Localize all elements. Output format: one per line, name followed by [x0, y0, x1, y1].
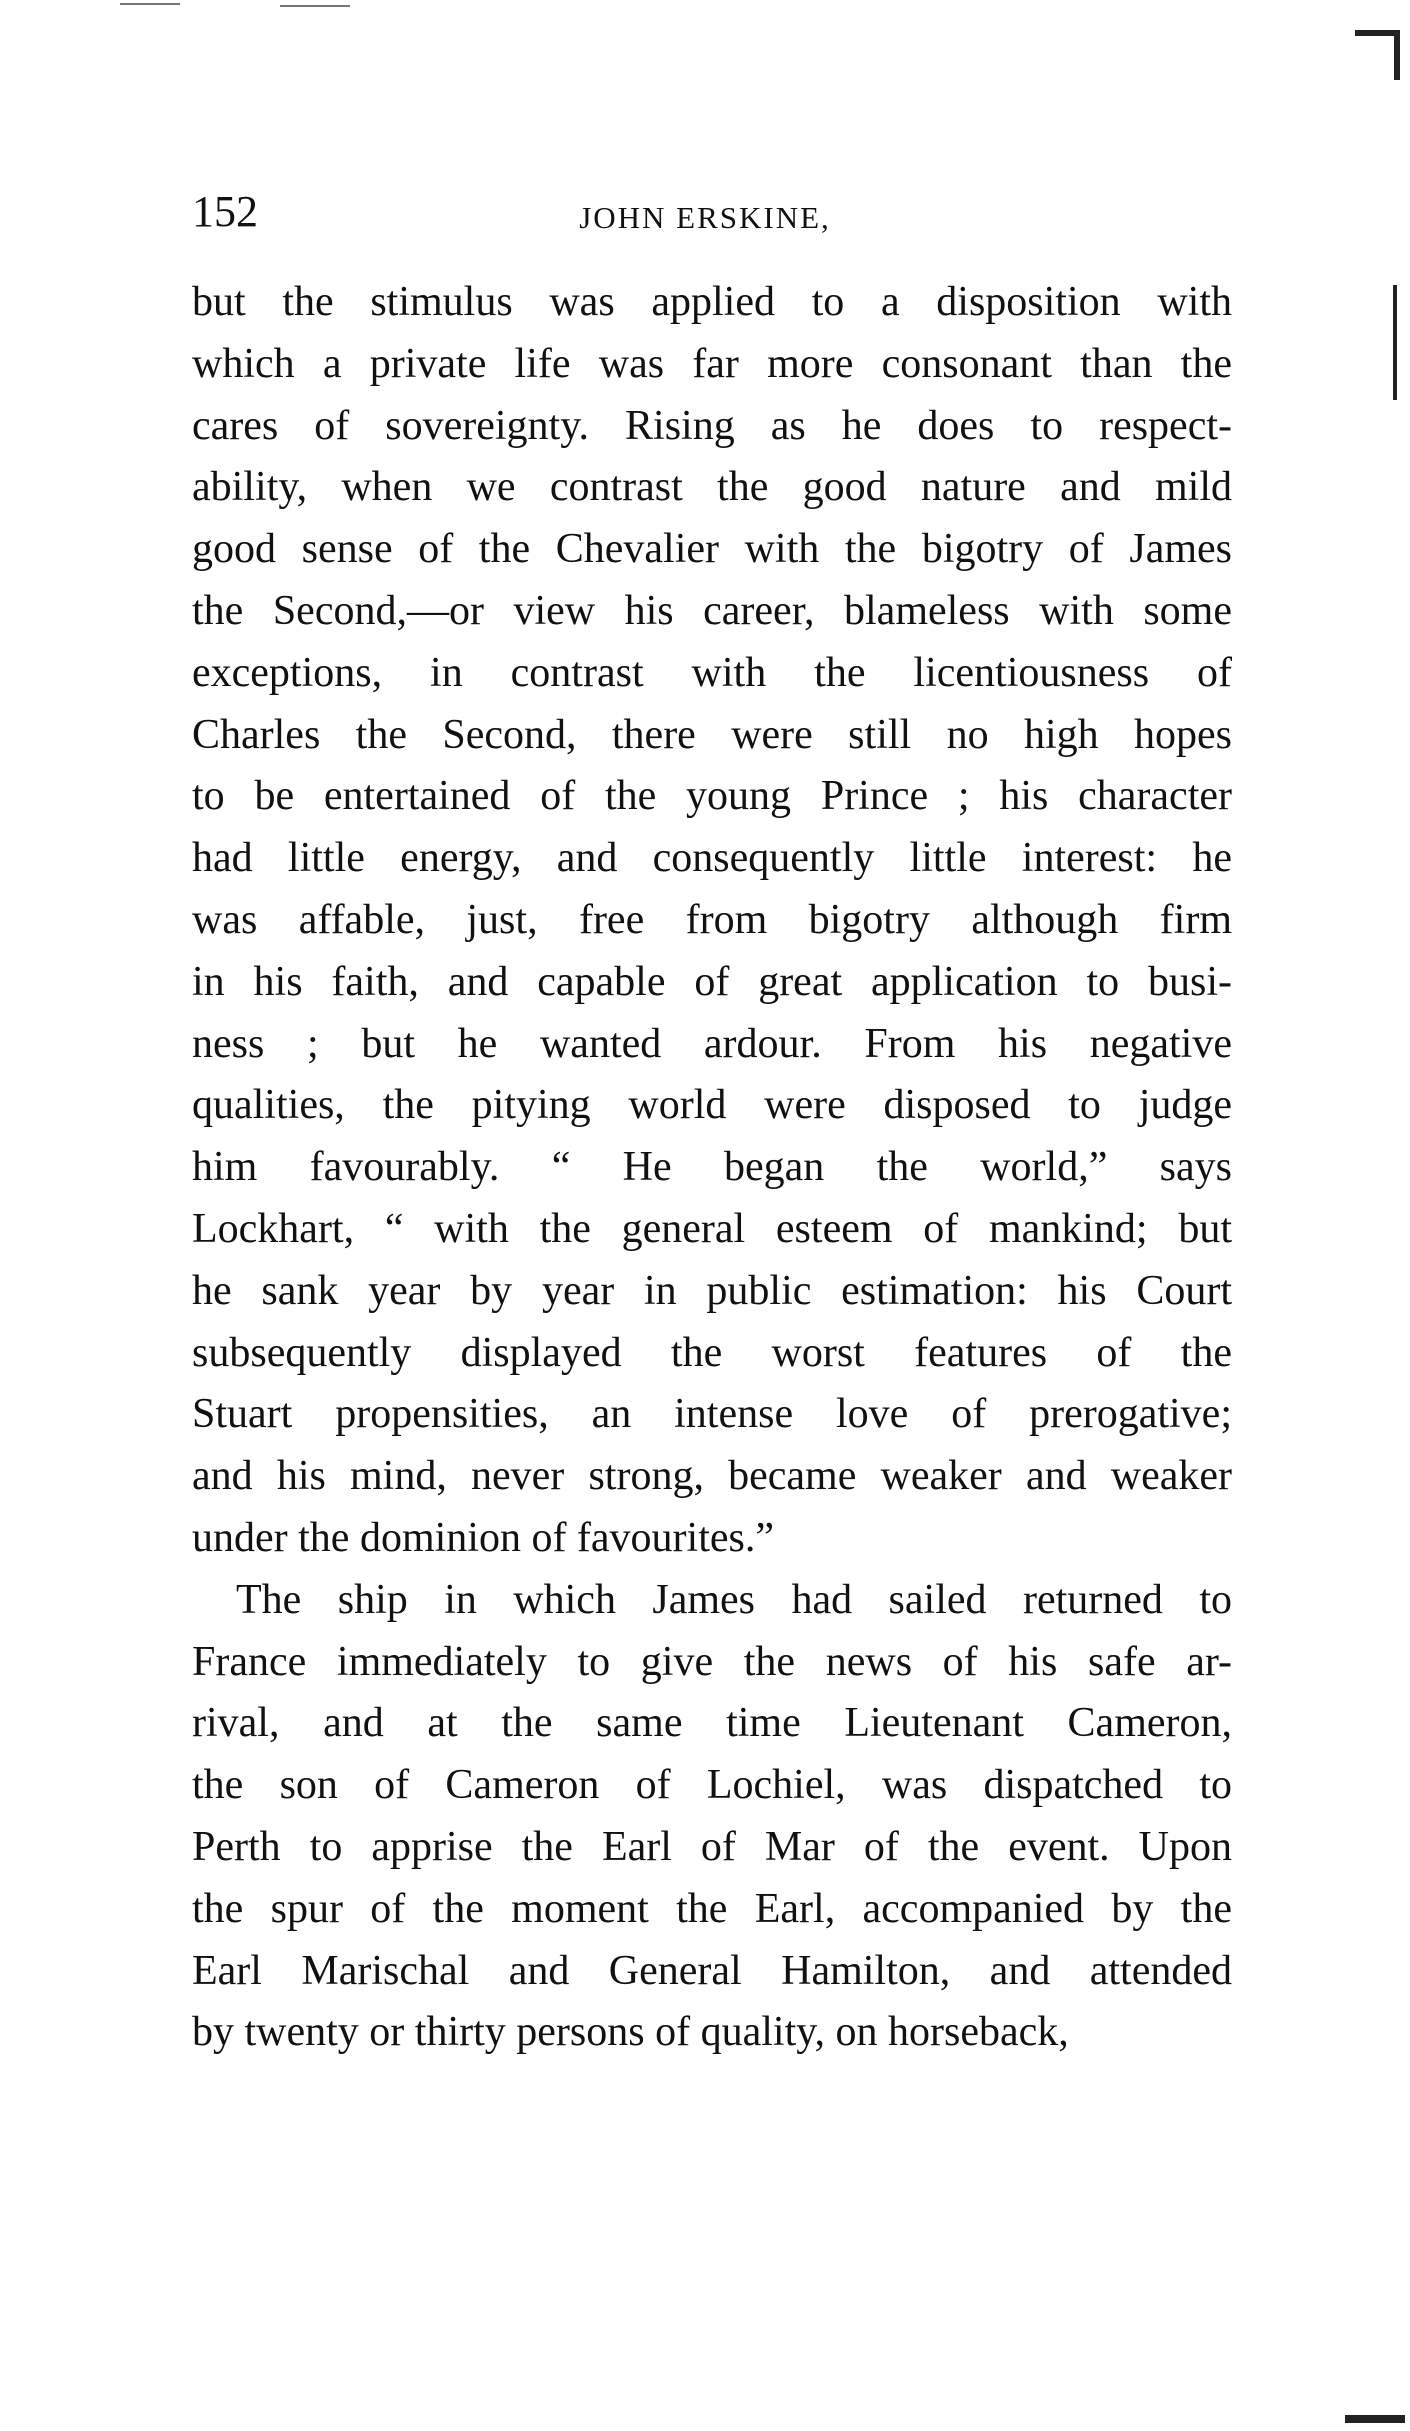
- text-line: him favourably. “ He began the world,” says: [192, 1144, 1232, 1191]
- text-line: Earl Marischal and General Hamilton, and attended: [192, 1947, 1232, 1994]
- text-line: rival, and at the same time Lieutenant Cameron,: [192, 1700, 1232, 1747]
- text-line: Perth to apprise the Earl of Mar of the event. Upon: [192, 1823, 1232, 1870]
- text-line: cares of sovereignty. Rising as he does to respect-: [192, 402, 1232, 449]
- text-line: the spur of the moment the Earl, accompanied by the: [192, 1885, 1232, 1932]
- text-line: under the dominion of favourites.”: [192, 1514, 775, 1561]
- scan-mark-corner: [1394, 30, 1400, 80]
- text-line: ness ; but he wanted ardour. From his negative: [192, 1020, 1232, 1067]
- text-line: had little energy, and consequently little interest: he: [192, 835, 1232, 882]
- text-line: the son of Cameron of Lochiel, was dispatched to: [192, 1762, 1232, 1809]
- text-line: was affable, just, free from bigotry although firm: [192, 896, 1232, 943]
- text-line: by twenty or thirty persons of quality, on horseback,: [192, 2009, 1069, 2056]
- text-line: subsequently displayed the worst features of the: [192, 1329, 1232, 1376]
- text-line: Charles the Second, there were still no high hopes: [192, 711, 1232, 758]
- text-line: The ship in which James had sailed returned to: [236, 1576, 1232, 1623]
- text-line: to be entertained of the young Prince ; his character: [192, 773, 1232, 820]
- text-line: which a private life was far more consonant than the: [192, 340, 1232, 387]
- text-line: France immediately to give the news of his safe ar-: [192, 1638, 1232, 1685]
- text-line: good sense of the Chevalier with the bigotry of James: [192, 526, 1232, 573]
- running-head: JOHN ERSKINE,: [579, 200, 831, 235]
- body-text: [192, 272, 1232, 2064]
- text-line: the Second,—or view his career, blameless with some: [192, 587, 1232, 634]
- text-line: Stuart propensities, an intense love of prerogative;: [192, 1391, 1232, 1438]
- scan-mark-top: [120, 3, 180, 5]
- text-line: and his mind, never strong, became weaker and weaker: [192, 1453, 1232, 1500]
- text-line: Lockhart, “ with the general esteem of mankind; but: [192, 1205, 1232, 1252]
- scan-mark-edge: [1393, 285, 1397, 400]
- scan-mark-top: [280, 5, 350, 7]
- text-line: qualities, the pitying world were disposed to judge: [192, 1082, 1232, 1129]
- text-line: exceptions, in contrast with the licentiousness of: [192, 649, 1232, 696]
- text-line: he sank year by year in public estimation: his Court: [192, 1267, 1232, 1314]
- text-line: in his faith, and capable of great application to busi-: [192, 958, 1232, 1005]
- text-line: ability, when we contrast the good nature and mild: [192, 464, 1232, 511]
- page-number: 152: [192, 187, 258, 236]
- scan-mark-bottom: [1345, 2415, 1405, 2423]
- text-line: but the stimulus was applied to a disposition with: [192, 279, 1232, 325]
